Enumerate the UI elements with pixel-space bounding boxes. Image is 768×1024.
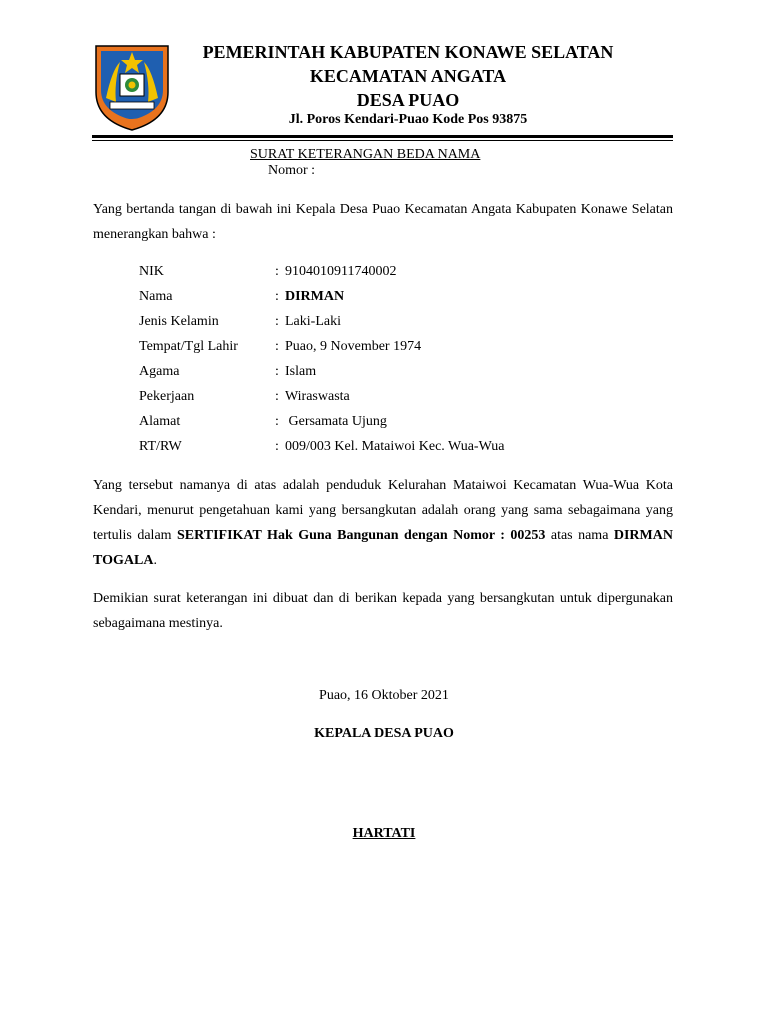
statement-paragraph <box>93 473 673 573</box>
identity-colon: : <box>275 314 279 329</box>
identity-value: 9104010911740002 <box>285 264 397 279</box>
identity-colon: : <box>275 339 279 354</box>
signature-place-date: Puao, 16 Oktober 2021 <box>319 688 449 703</box>
identity-label: Agama <box>139 364 180 379</box>
identity-value: Laki-Laki <box>285 314 341 329</box>
certificate-reference: SERTIFIKAT Hak Guna Bangunan dengan Nomor : 00253 <box>177 528 546 543</box>
letter-title: SURAT KETERANGAN BEDA NAMA <box>250 147 481 162</box>
letterhead-divider-thick <box>92 135 673 138</box>
closing-paragraph: Demikian surat keterangan ini dibuat dan di berikan kepada yang bersangkutan untuk dipergunakan sebagaimana mestinya. <box>93 591 673 631</box>
identity-value: Gersamata Ujung <box>285 414 387 429</box>
identity-value: DIRMAN <box>285 289 345 304</box>
letter-number: Nomor : <box>268 163 316 178</box>
signatory-name: HARTATI <box>352 826 416 841</box>
identity-value: 009/003 Kel. Mataiwoi Kec. Wua-Wua <box>285 439 505 454</box>
letterhead-government-line: PEMERINTAH KABUPATEN KONAWE SELATAN <box>202 42 614 62</box>
identity-label: Tempat/Tgl Lahir <box>139 339 238 354</box>
identity-colon: : <box>275 364 279 379</box>
statement-text: Yang tersebut namanya di atas adalah penduduk Kelurahan Mataiwoi Kecamatan Wua-Wua Kota Kendari, menurut pengetahuan kami yang bersangkutan adalah orang yang sama sebagaimana yang tertulis dalam <box>93 478 673 543</box>
identity-label: Nama <box>139 289 173 304</box>
statement-text: atas nama <box>545 528 614 543</box>
signature-position: KEPALA DESA PUAO <box>314 726 454 741</box>
certificate-holder-name: DIRMAN TOGALA <box>93 528 673 568</box>
identity-label: RT/RW <box>139 439 182 454</box>
letterhead-district-line: KECAMATAN ANGATA <box>309 66 507 86</box>
identity-colon: : <box>275 439 279 454</box>
identity-label: Pekerjaan <box>139 389 195 404</box>
identity-value: Wiraswasta <box>285 389 350 404</box>
identity-colon: : <box>275 264 279 279</box>
identity-colon: : <box>275 414 279 429</box>
identity-label: Jenis Kelamin <box>139 314 219 329</box>
identity-colon: : <box>275 389 279 404</box>
identity-label: Alamat <box>139 414 181 429</box>
regency-coat-of-arms-logo <box>92 40 172 132</box>
identity-value: Islam <box>285 364 317 379</box>
intro-paragraph: Yang bertanda tangan di bawah ini Kepala Desa Puao Kecamatan Angata Kabupaten Konawe Selatan menerangkan bahwa : <box>93 202 673 242</box>
identity-label: NIK <box>139 264 164 279</box>
letterhead-village-line: DESA PUAO <box>356 90 460 110</box>
identity-colon: : <box>275 289 279 304</box>
letterhead-address: Jl. Poros Kendari-Puao Kode Pos 93875 <box>288 112 528 127</box>
statement-text: . <box>153 553 157 568</box>
letterhead-divider-thin <box>92 140 673 141</box>
identity-value: Puao, 9 November 1974 <box>285 339 422 354</box>
